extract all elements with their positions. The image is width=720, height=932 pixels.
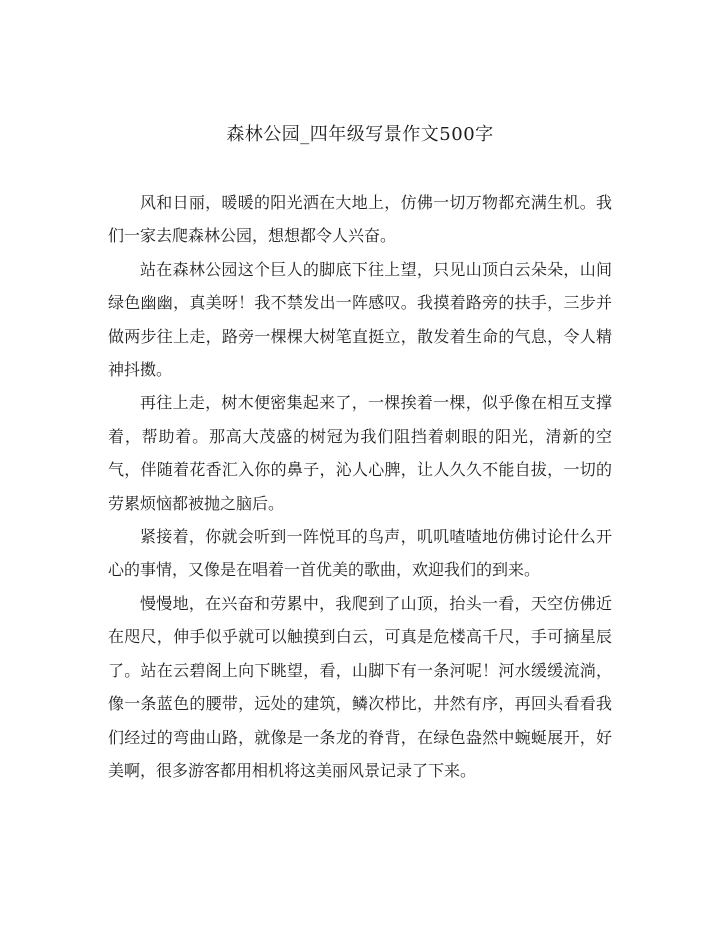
document-body	[108, 186, 612, 787]
paragraph-4: 紧接着，你就会听到一阵悦耳的鸟声，叽叽喳喳地仿佛讨论什么开心的事情，又像是在唱着一首优美的歌曲，欢迎我们的到来。	[108, 527, 612, 580]
paragraph-3: 再往上走，树木便密集起来了，一棵挨着一棵，似乎像在相互支撑着，帮助着。那高大茂盛的树冠为我们阻挡着刺眼的阳光，清新的空气，伴随着花香汇入你的鼻子，沁人心脾，让人久久不能自拔，一切的劳累烦恼都被抛之脑后。	[108, 393, 612, 513]
paragraph-2: 站在森林公园这个巨人的脚底下往上望，只见山顶白云朵朵，山间绿色幽幽，真美呀！我不禁发出一阵感叹。我摸着路旁的扶手，三步并做两步往上走，路旁一棵棵大树笔直挺立，散发着生命的气息，令人精神抖擞。	[108, 259, 612, 380]
paragraph-1: 风和日丽，暖暖的阳光洒在大地上，仿佛一切万物都充满生机。我们一家去爬森林公园，想想都令人兴奋。	[108, 193, 612, 246]
paragraph-5: 慢慢地，在兴奋和劳累中，我爬到了山顶，抬头一看，天空仿佛近在咫尺，伸手似乎就可以触摸到白云，可真是危楼高千尺，手可摘星辰了。站在云碧阁上向下眺望，看，山脚下有一条河呢！河水缓缓流淌，像一条蓝色的腰带，远处的建筑，鳞次栉比，井然有序，再回头看看我们经过的弯曲山路，就像是一条龙的脊背，在绿色盎然中蜿蜒展开，好美啊，很多游客都用相机将这美丽风景记录了下来。	[108, 593, 612, 780]
document-title: 森林公园_四年级写景作文500字	[226, 124, 494, 145]
